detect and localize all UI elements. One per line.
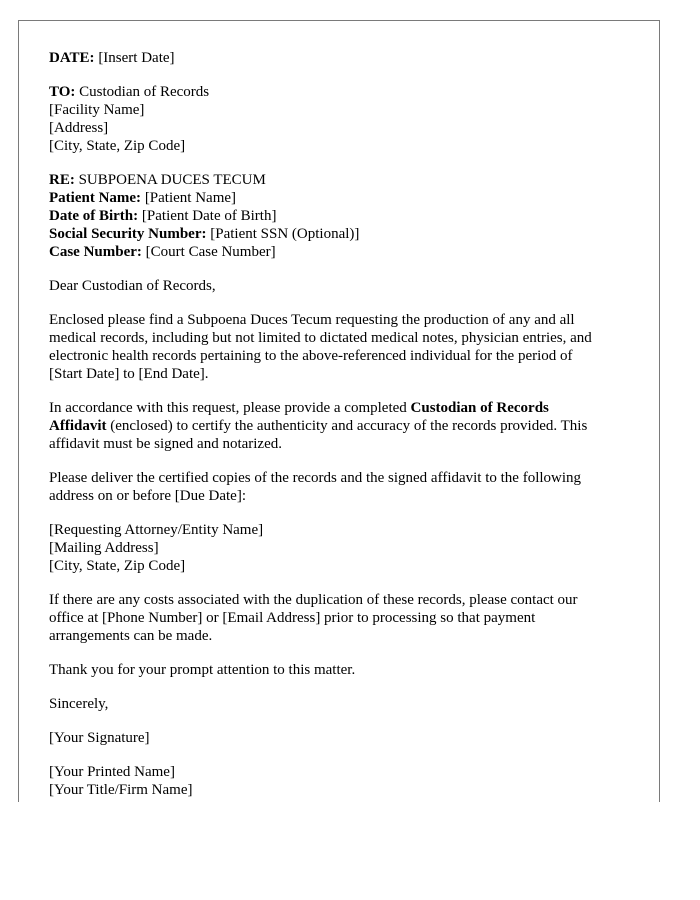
paragraph-line: arrangements can be made.: [49, 628, 213, 644]
paragraph-line: If there are any costs associated with the duplication of these records, please contact our: [49, 592, 578, 608]
to-recipient: Custodian of Records: [75, 84, 210, 100]
date-value: [Insert Date]: [94, 50, 175, 66]
paragraph-line: Please deliver the certified copies of the records and the signed affidavit to the following: [49, 470, 582, 486]
printed-name: [Your Printed Name]: [49, 764, 175, 780]
paragraph-costs: [49, 591, 629, 645]
re-block: [49, 171, 629, 261]
case-number-label: Case Number:: [49, 244, 142, 260]
case-number-line: [49, 243, 629, 261]
requesting-city-state-zip: [City, State, Zip Code]: [49, 558, 186, 574]
dob-line: [49, 207, 629, 225]
paragraph-line: address on or before [Due Date]:: [49, 488, 246, 504]
closing-sincerely: Sincerely,: [49, 696, 109, 712]
recipient-block: [49, 83, 629, 155]
affidavit-bold-2: Affidavit: [49, 418, 107, 434]
facility-address: [Address]: [49, 120, 109, 136]
paragraph-line: affidavit must be signed and notarized.: [49, 436, 282, 452]
paragraph-thank-you: Thank you for your prompt attention to this matter.: [49, 662, 356, 678]
patient-name-label: Patient Name:: [49, 190, 142, 206]
paragraph-line: office at [Phone Number] or [Email Address] prior to processing so that payment: [49, 610, 536, 626]
case-number-value: [Court Case Number]: [141, 244, 276, 260]
affidavit-text-1: In accordance with this request, please provide a completed: [49, 400, 411, 416]
sender-block: [49, 763, 629, 799]
affidavit-text-2: (enclosed) to certify the authenticity and accuracy of the records provided. This: [106, 418, 588, 434]
paragraph-line: [49, 417, 629, 435]
paragraph-line: Enclosed please find a Subpoena Duces Tecum requesting the production of any and all: [49, 312, 575, 328]
re-subject: SUBPOENA DUCES TECUM: [74, 172, 266, 188]
requesting-address-block: [49, 521, 629, 575]
patient-name-line: [49, 189, 629, 207]
paragraph-affidavit: [49, 399, 629, 453]
signature-placeholder: [Your Signature]: [49, 730, 150, 746]
ssn-value: [Patient SSN (Optional)]: [206, 226, 360, 242]
requesting-entity-name: [Requesting Attorney/Entity Name]: [49, 522, 264, 538]
dob-label: Date of Birth:: [49, 208, 139, 224]
date-line: [49, 49, 629, 67]
dob-value: [Patient Date of Birth]: [138, 208, 277, 224]
paragraph-enclosed-subpoena: [49, 311, 629, 383]
to-line: [49, 83, 629, 101]
letter-page: [18, 20, 660, 802]
paragraph-delivery: [49, 469, 629, 505]
paragraph-line: [49, 399, 629, 417]
facility-name: [Facility Name]: [49, 102, 145, 118]
salutation: Dear Custodian of Records,: [49, 278, 216, 294]
paragraph-line: electronic health records pertaining to the above-referenced individual for the period of: [49, 348, 573, 364]
to-label: TO:: [49, 84, 76, 100]
facility-city-state-zip: [City, State, Zip Code]: [49, 138, 186, 154]
re-line: [49, 171, 629, 189]
requesting-mailing-address: [Mailing Address]: [49, 540, 159, 556]
date-label: DATE:: [49, 50, 95, 66]
affidavit-bold-1: Custodian of Records: [410, 400, 549, 416]
paragraph-line: medical records, including but not limited to dictated medical notes, physician entries, and: [49, 330, 592, 346]
re-label: RE:: [49, 172, 75, 188]
ssn-label: Social Security Number:: [49, 226, 207, 242]
title-firm-name: [Your Title/Firm Name]: [49, 782, 193, 798]
ssn-line: [49, 225, 629, 243]
paragraph-line: [Start Date] to [End Date].: [49, 366, 209, 382]
patient-name-value: [Patient Name]: [141, 190, 237, 206]
